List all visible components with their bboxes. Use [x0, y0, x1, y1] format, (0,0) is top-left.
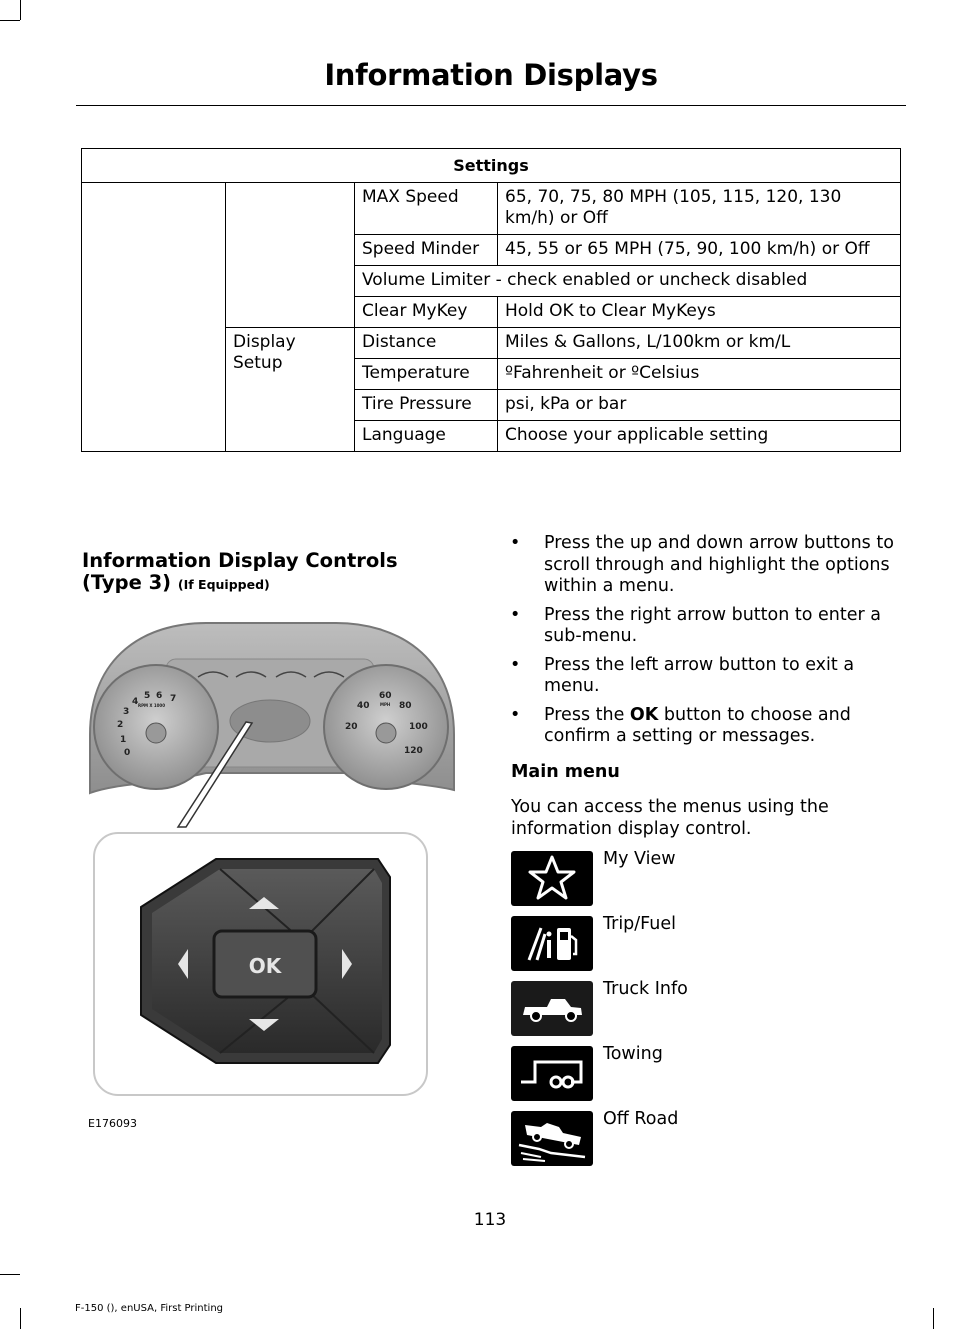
speed-label: 80 — [399, 701, 412, 711]
setting-value: Hold OK to Clear MyKeys — [498, 297, 901, 328]
menu-item-my-view — [511, 851, 901, 907]
star-icon — [511, 851, 593, 906]
bullet-dot: • — [510, 654, 521, 675]
setting-value: 45, 55 or 65 MPH (75, 90, 100 km/h) or Off — [498, 235, 901, 266]
menu-item-label: Off Road — [603, 1109, 679, 1129]
trailer-icon — [511, 1046, 593, 1101]
pickup-truck-icon — [511, 981, 593, 1036]
fuel-pump-icon — [511, 916, 593, 971]
crop-mark — [20, 1308, 21, 1329]
setting-option: Volume Limiter - check enabled or uncheck disabled — [355, 266, 901, 297]
bullet-text-bold: OK — [629, 704, 659, 725]
page-title: Information Displays — [324, 58, 658, 92]
off-road-truck-icon — [511, 1111, 593, 1166]
speed-label: 20 — [345, 722, 358, 732]
menu-item-towing — [511, 1046, 901, 1102]
section-title-line2: (Type 3) — [82, 571, 172, 594]
setting-group — [226, 328, 355, 452]
table-cell-empty — [82, 183, 226, 452]
title-rule — [76, 105, 906, 106]
list-item — [510, 705, 905, 748]
bullet-list — [510, 533, 905, 755]
main-menu-description: You can access the menus using the information display control. — [511, 797, 829, 839]
menu-item-label: Towing — [603, 1044, 663, 1064]
setting-group-label: Display Setup — [233, 332, 296, 373]
menu-item-label: My View — [603, 849, 676, 869]
setting-option: Distance — [355, 328, 498, 359]
setting-value: ºFahrenheit or ºCelsius — [498, 359, 901, 390]
bullet-text: Press the right arrow button to enter a sub-menu. — [544, 604, 881, 646]
bullet-text-pre: Press the — [544, 704, 630, 725]
bullet-dot: • — [510, 533, 521, 553]
setting-option: Temperature — [355, 359, 498, 390]
list-item — [510, 655, 905, 698]
bullet-text: Press the left arrow button to exit a menu. — [544, 654, 855, 696]
tach-label: 1 — [120, 735, 127, 745]
figure-code: E176093 — [88, 1117, 137, 1130]
list-item — [510, 533, 905, 598]
bullet-dot: • — [510, 604, 521, 625]
setting-option: Clear MyKey — [355, 297, 498, 328]
table-cell-empty — [226, 183, 355, 328]
setting-option: MAX Speed — [355, 183, 498, 235]
setting-option: Speed Minder — [355, 235, 498, 266]
table-header-row — [82, 149, 901, 183]
menu-item-truck-info — [511, 981, 901, 1037]
five-way-controller — [141, 859, 390, 1063]
ok-button-label: OK — [248, 954, 282, 978]
instrument-cluster-illustration — [86, 615, 458, 1105]
tach-unit: RPM X 1000 — [138, 703, 165, 708]
bullet-dot: • — [510, 704, 521, 725]
tach-label: 0 — [124, 748, 131, 758]
crop-mark — [20, 0, 21, 20]
main-menu-heading: Main menu — [511, 762, 620, 782]
setting-value: Miles & Gallons, L/100km or km/L — [498, 328, 901, 359]
crop-mark — [933, 1308, 934, 1329]
menu-item-label: Truck Info — [603, 979, 688, 999]
table-header: Settings — [82, 149, 901, 183]
menu-item-label: Trip/Fuel — [603, 914, 677, 934]
settings-table — [81, 148, 901, 452]
speed-label: 100 — [409, 722, 428, 732]
setting-option: Language — [355, 421, 498, 452]
tach-label: 6 — [156, 691, 163, 701]
page-number: 113 — [473, 1210, 507, 1230]
tach-label: 5 — [144, 691, 151, 701]
setting-value: psi, kPa or bar — [498, 390, 901, 421]
tach-label: 7 — [170, 694, 177, 704]
table-row — [82, 183, 901, 235]
footer-text: F-150 (), enUSA, First Printing — [75, 1303, 224, 1314]
crop-mark — [0, 1274, 20, 1275]
speed-label: 60 — [379, 691, 392, 701]
tach-label: 4 — [132, 697, 139, 707]
menu-item-trip-fuel — [511, 916, 901, 972]
speed-unit: MPH — [380, 702, 391, 707]
bullet-text: Press the up and down arrow buttons to scroll through and highlight the options within a menu. — [544, 533, 894, 596]
tach-label: 2 — [117, 720, 124, 730]
speed-label: 120 — [404, 746, 423, 756]
speed-label: 40 — [357, 701, 370, 711]
menu-item-off-road — [511, 1111, 901, 1167]
setting-value: Choose your applicable setting — [498, 421, 901, 452]
setting-option: Tire Pressure — [355, 390, 498, 421]
crop-mark — [0, 20, 20, 21]
bullet-text-post: button to choose and confirm a setting or messages. — [544, 704, 851, 746]
section-title-line1: Information Display Controls — [82, 549, 398, 572]
tach-label: 3 — [123, 707, 130, 717]
setting-value: 65, 70, 75, 80 MPH (105, 115, 120, 130 km/h) or Off — [498, 183, 901, 235]
section-title — [82, 550, 482, 596]
list-item — [510, 605, 905, 648]
section-title-qualifier: (If Equipped) — [177, 577, 270, 592]
